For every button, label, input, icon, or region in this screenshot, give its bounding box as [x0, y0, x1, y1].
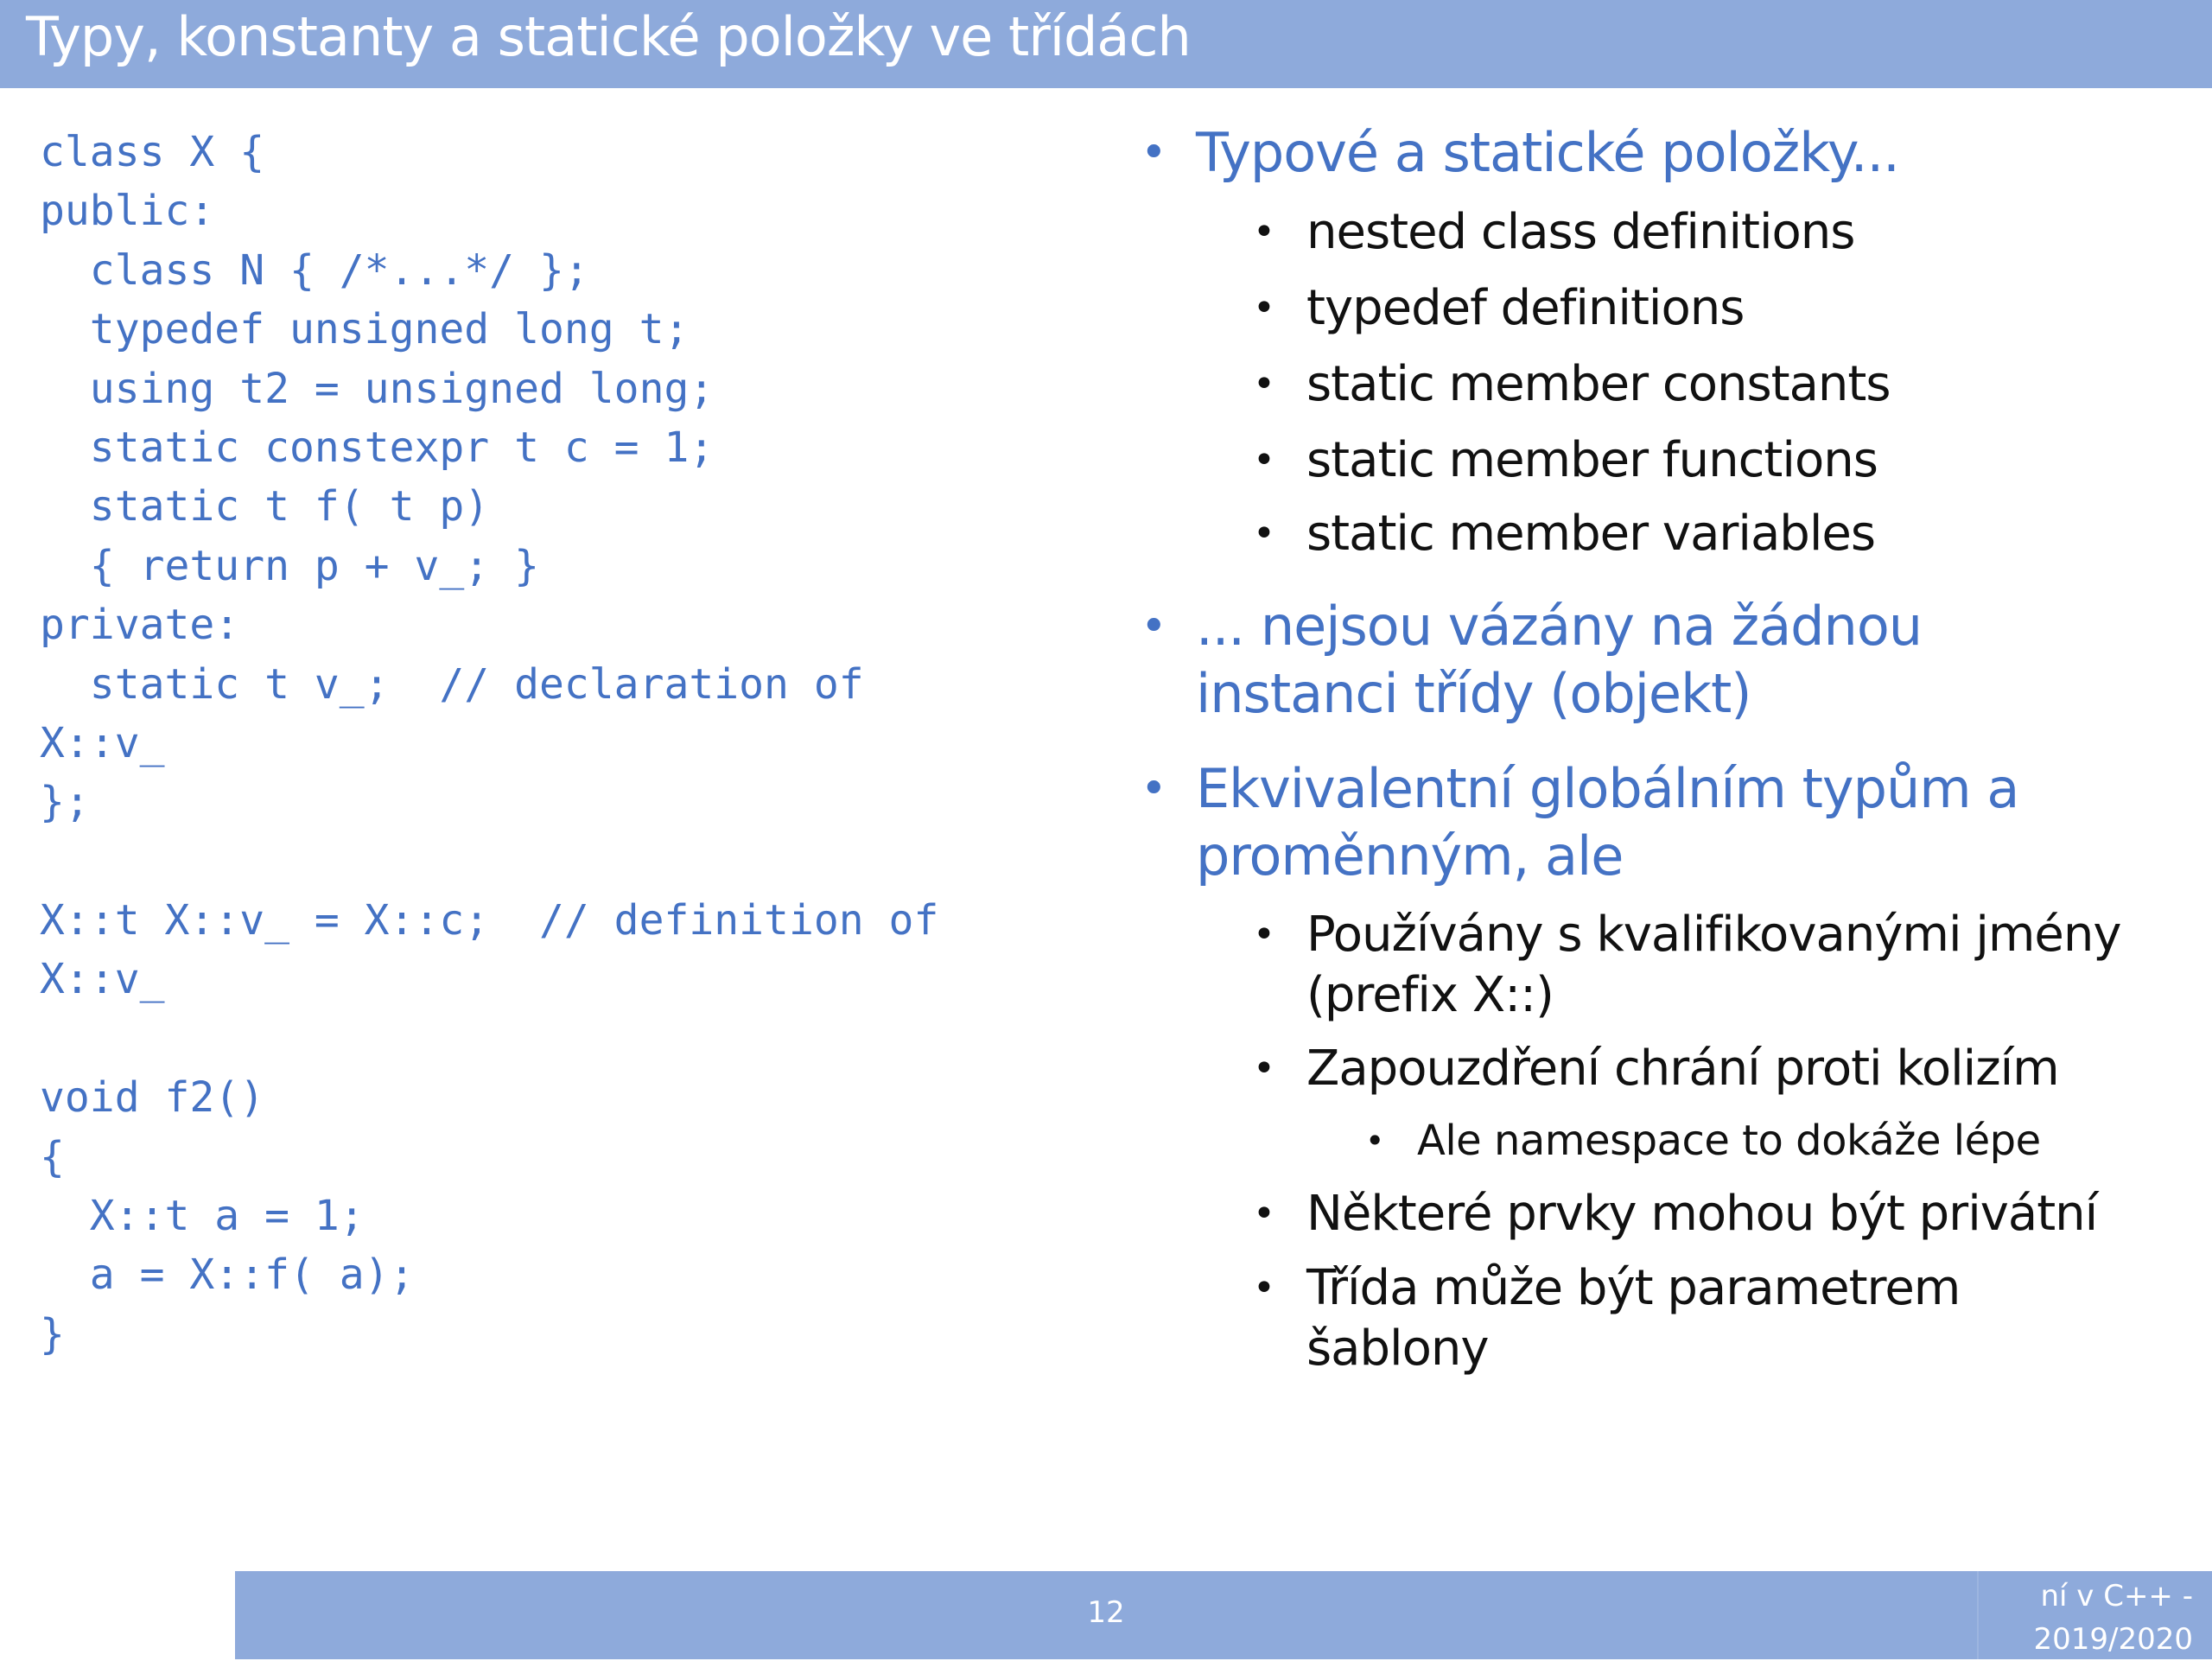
page-number: 12 [1087, 1595, 1125, 1630]
bullet-level3 [1365, 1115, 2041, 1167]
course-label-line: 2019/2020 [2033, 1622, 2193, 1657]
code-line: void f2() [40, 1073, 265, 1123]
code-line: private: [40, 601, 240, 650]
bullet-level1 [1141, 755, 2019, 823]
code-line: class N { /*...*/ }; [40, 245, 589, 295]
bullet-dot: • [1253, 1047, 1274, 1091]
code-line [40, 1009, 938, 1068]
code-line: a = X::f( a); [40, 1251, 415, 1300]
bullet-dot: • [1253, 286, 1274, 330]
code-line: X::t X::v_ = X::c; // definition of [40, 896, 939, 945]
code-line: X::v_ [40, 955, 165, 1004]
code-line: static t f( t p) [40, 482, 490, 531]
code-line: { return p + v_; } [40, 541, 539, 590]
code-line: public: [40, 187, 215, 236]
code-line: typedef unsigned long t; [40, 305, 690, 354]
course-label [2033, 1575, 2193, 1661]
bullet-text: static member variables [1306, 506, 1876, 562]
code-block [40, 123, 938, 1364]
bullet-dot: • [1141, 601, 1166, 652]
bullet-dot: • [1141, 127, 1166, 179]
bullet-dot: • [1253, 438, 1274, 482]
bullet-dot: • [1141, 763, 1166, 815]
bullet-text: static member functions [1306, 432, 1878, 488]
bullet-text: Ale namespace to dokáže lépe [1417, 1117, 2041, 1165]
bullet-text: Některé prvky mohou být privátní [1306, 1186, 2098, 1242]
bullet-level2 [1253, 202, 1855, 263]
bullet-level2 [1253, 354, 1891, 415]
bullet-dot: • [1253, 210, 1274, 254]
bullet-level2-continuation [1306, 1319, 1489, 1379]
code-line: } [40, 1309, 65, 1359]
bullet-level2-continuation [1306, 965, 1554, 1026]
bullet-text: šablony [1306, 1321, 1489, 1377]
bullet-text: instanci třídy (objekt) [1196, 662, 1751, 725]
bullet-text: Zapouzdření chrání proti kolizím [1306, 1041, 2059, 1097]
code-line: static t v_; // declaration of [40, 659, 864, 709]
bullet-level1 [1141, 593, 1923, 660]
bullet-text: ... nejsou vázány na žádnou [1196, 595, 1923, 658]
bullet-text: typedef definitions [1306, 280, 1745, 336]
bullet-text: nested class definitions [1306, 204, 1855, 260]
bullet-dot: • [1253, 512, 1274, 556]
bullet-text: Typové a statické položky... [1196, 121, 1899, 184]
bullet-level2 [1253, 1039, 2059, 1099]
bullet-level1-continuation [1196, 660, 1751, 728]
footer-bar [235, 1571, 2212, 1659]
bullet-level2 [1253, 504, 1876, 564]
bullet-level2 [1253, 430, 1878, 491]
course-label-line: ní v C++ - [2040, 1579, 2193, 1613]
footer-divider [1977, 1571, 1979, 1659]
bullet-level1-continuation [1196, 823, 1623, 890]
bullet-level2 [1253, 1258, 1961, 1319]
bullet-dot: • [1365, 1122, 1384, 1160]
code-line: using t2 = unsigned long; [40, 364, 715, 413]
bullet-text: Třída může být parametrem [1306, 1260, 1961, 1316]
bullet-text: Používány s kvalifikovanými jmény [1306, 907, 2121, 963]
code-line: }; [40, 778, 90, 827]
bullet-dot: • [1253, 913, 1274, 957]
code-line: { [40, 1132, 65, 1181]
bullet-text: Ekvivalentní globálním typům a [1196, 757, 2019, 820]
code-line: X::t a = 1; [40, 1192, 365, 1241]
code-line: static constexpr t c = 1; [40, 423, 715, 472]
bullet-dot: • [1253, 362, 1274, 406]
bullet-level2 [1253, 278, 1745, 339]
bullet-level1 [1141, 119, 1899, 187]
bullet-level2 [1253, 1184, 2098, 1244]
title-bar [0, 0, 2212, 88]
bullet-dot: • [1253, 1192, 1274, 1236]
code-line: class X { [40, 128, 265, 176]
code-line: X::v_ [40, 718, 165, 767]
bullet-level2 [1253, 905, 2121, 965]
slide-title: Typy, konstanty a statické položky ve třídách [26, 5, 1191, 68]
bullet-text: (prefix X::) [1306, 967, 1554, 1023]
bullet-text: static member constants [1306, 356, 1891, 412]
bullet-dot: • [1253, 1266, 1274, 1310]
code-line [40, 832, 938, 891]
bullet-text: proměnným, ale [1196, 824, 1624, 888]
